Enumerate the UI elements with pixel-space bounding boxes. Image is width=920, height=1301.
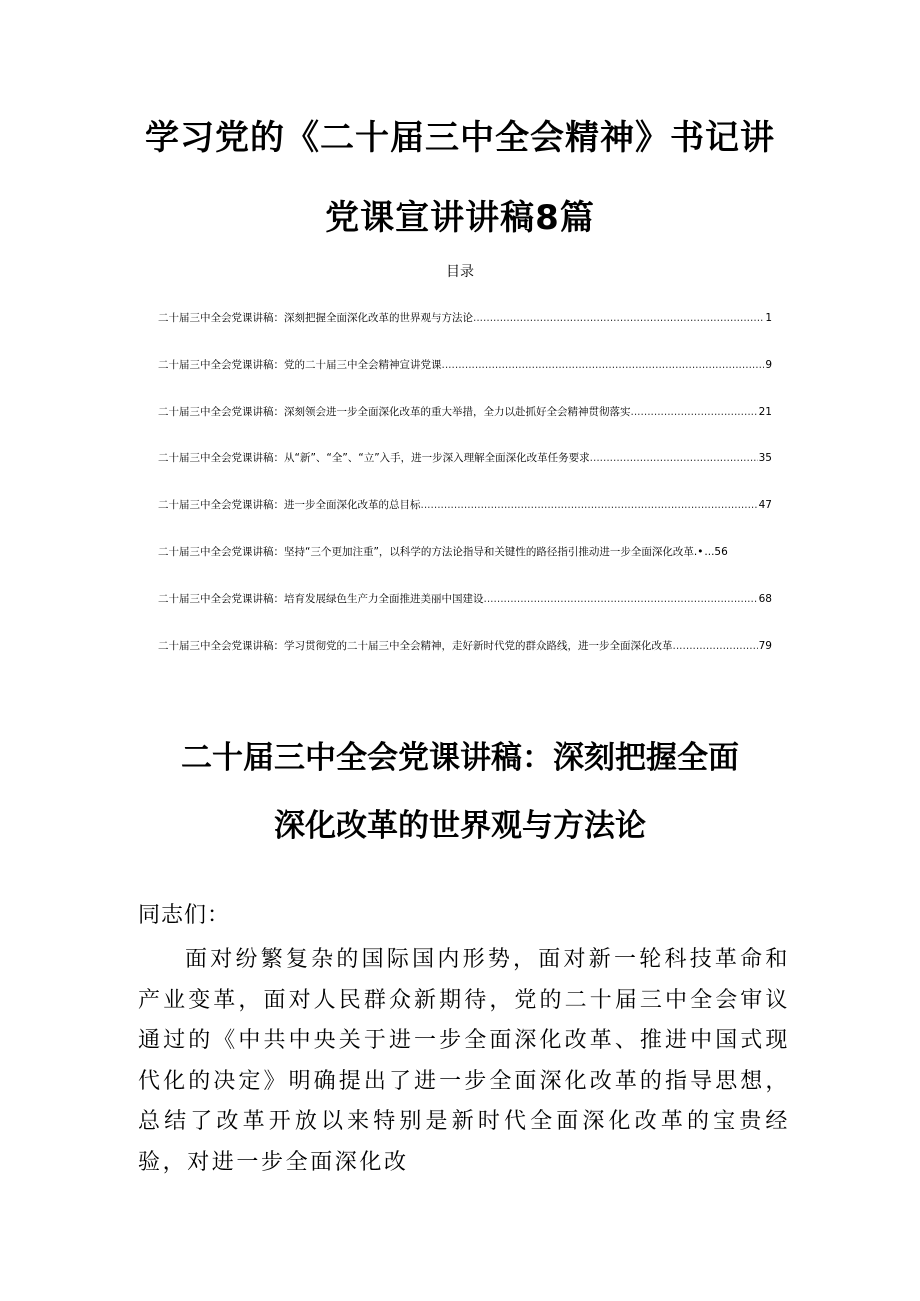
toc-entry-title: 二十届三中全会党课讲稿：坚持“三个更加注重”，以科学的方法论指导和关键性的路径指引推动进一步全面深化改革.• (158, 545, 704, 558)
toc-entry[interactable] (158, 355, 772, 402)
toc-entry-page: ...56 (704, 545, 728, 558)
toc-leader-dots (631, 402, 758, 422)
toc-entry-title: 二十届三中全会党课讲稿：深刻领会进一步全面深化改革的重大举措，全力以赴抓好全会精神贯彻落实 (158, 405, 631, 418)
table-of-contents (158, 308, 772, 682)
toc-heading: 目录 (446, 264, 474, 280)
toc-entry-page: 68 (758, 592, 772, 605)
toc-entry-page: 21 (758, 405, 772, 418)
toc-entry-page: 47 (758, 499, 772, 512)
toc-entry[interactable] (158, 308, 772, 355)
toc-entry-title: 二十届三中全会党课讲稿：学习贯彻党的二十届三中全会精神，走好新时代党的群众路线，进一步全面深化改革 (158, 639, 673, 652)
toc-entry[interactable] (158, 448, 772, 495)
toc-leader-dots (590, 448, 758, 468)
toc-entry-title: 二十届三中全会党课讲稿：深刻把握全面深化改革的世界观与方法论 (158, 312, 473, 324)
toc-entry-title: 二十届三中全会党课讲稿：培育发展绿色生产力全面推进美丽中国建设 (158, 592, 484, 605)
toc-entry-title: 二十届三中全会党课讲稿：从“新”、“全”、“立”入手，进一步深入理解全面深化改革任务要求 (158, 452, 590, 465)
toc-leader-dots (484, 589, 758, 609)
greeting: 同志们： (138, 903, 231, 928)
document-title-line-1: 学习党的《二十届三中全会精神》书记讲 (145, 118, 775, 158)
toc-entry-page: 1 (765, 312, 772, 324)
section-title-line-1: 二十届三中全会党课讲稿：深刻把握全面 (181, 740, 739, 776)
toc-entry[interactable] (158, 589, 772, 636)
toc-entry[interactable] (158, 542, 772, 589)
toc-entry-page: 79 (758, 639, 772, 652)
toc-entry-page: 35 (758, 452, 772, 465)
toc-leader-dots (473, 308, 764, 328)
toc-entry-page: 9 (765, 358, 772, 371)
toc-leader-dots (673, 636, 758, 656)
toc-leader-dots (442, 355, 765, 375)
toc-entry-title: 二十届三中全会党课讲稿：党的二十届三中全会精神宣讲党课 (158, 358, 442, 371)
section-title-line-2: 深化改革的世界观与方法论 (274, 808, 646, 844)
toc-leader-dots (421, 495, 758, 515)
toc-entry[interactable] (158, 495, 772, 542)
toc-entry[interactable] (158, 636, 772, 683)
document-title-line-2: 党课宣讲讲稿8篇 (325, 198, 595, 238)
toc-entry-title: 二十届三中全会党课讲稿：进一步全面深化改革的总目标 (158, 499, 421, 512)
body-paragraph: 面对纷繁复杂的国际国内形势，面对新一轮科技革命和 产业变革，面对人民群众新期待，党的二十届三中全会审议 通过的《中共中央关于进一步全面深化改革、推进中国式现 代化的决定》明确提出了进一步全面深化改革的指导思想， 总结了改革开放以来特别是新时代全面深化改革的宝贵经 验，对进一步全面深化改 (138, 947, 815, 1175)
toc-entry[interactable] (158, 402, 772, 449)
